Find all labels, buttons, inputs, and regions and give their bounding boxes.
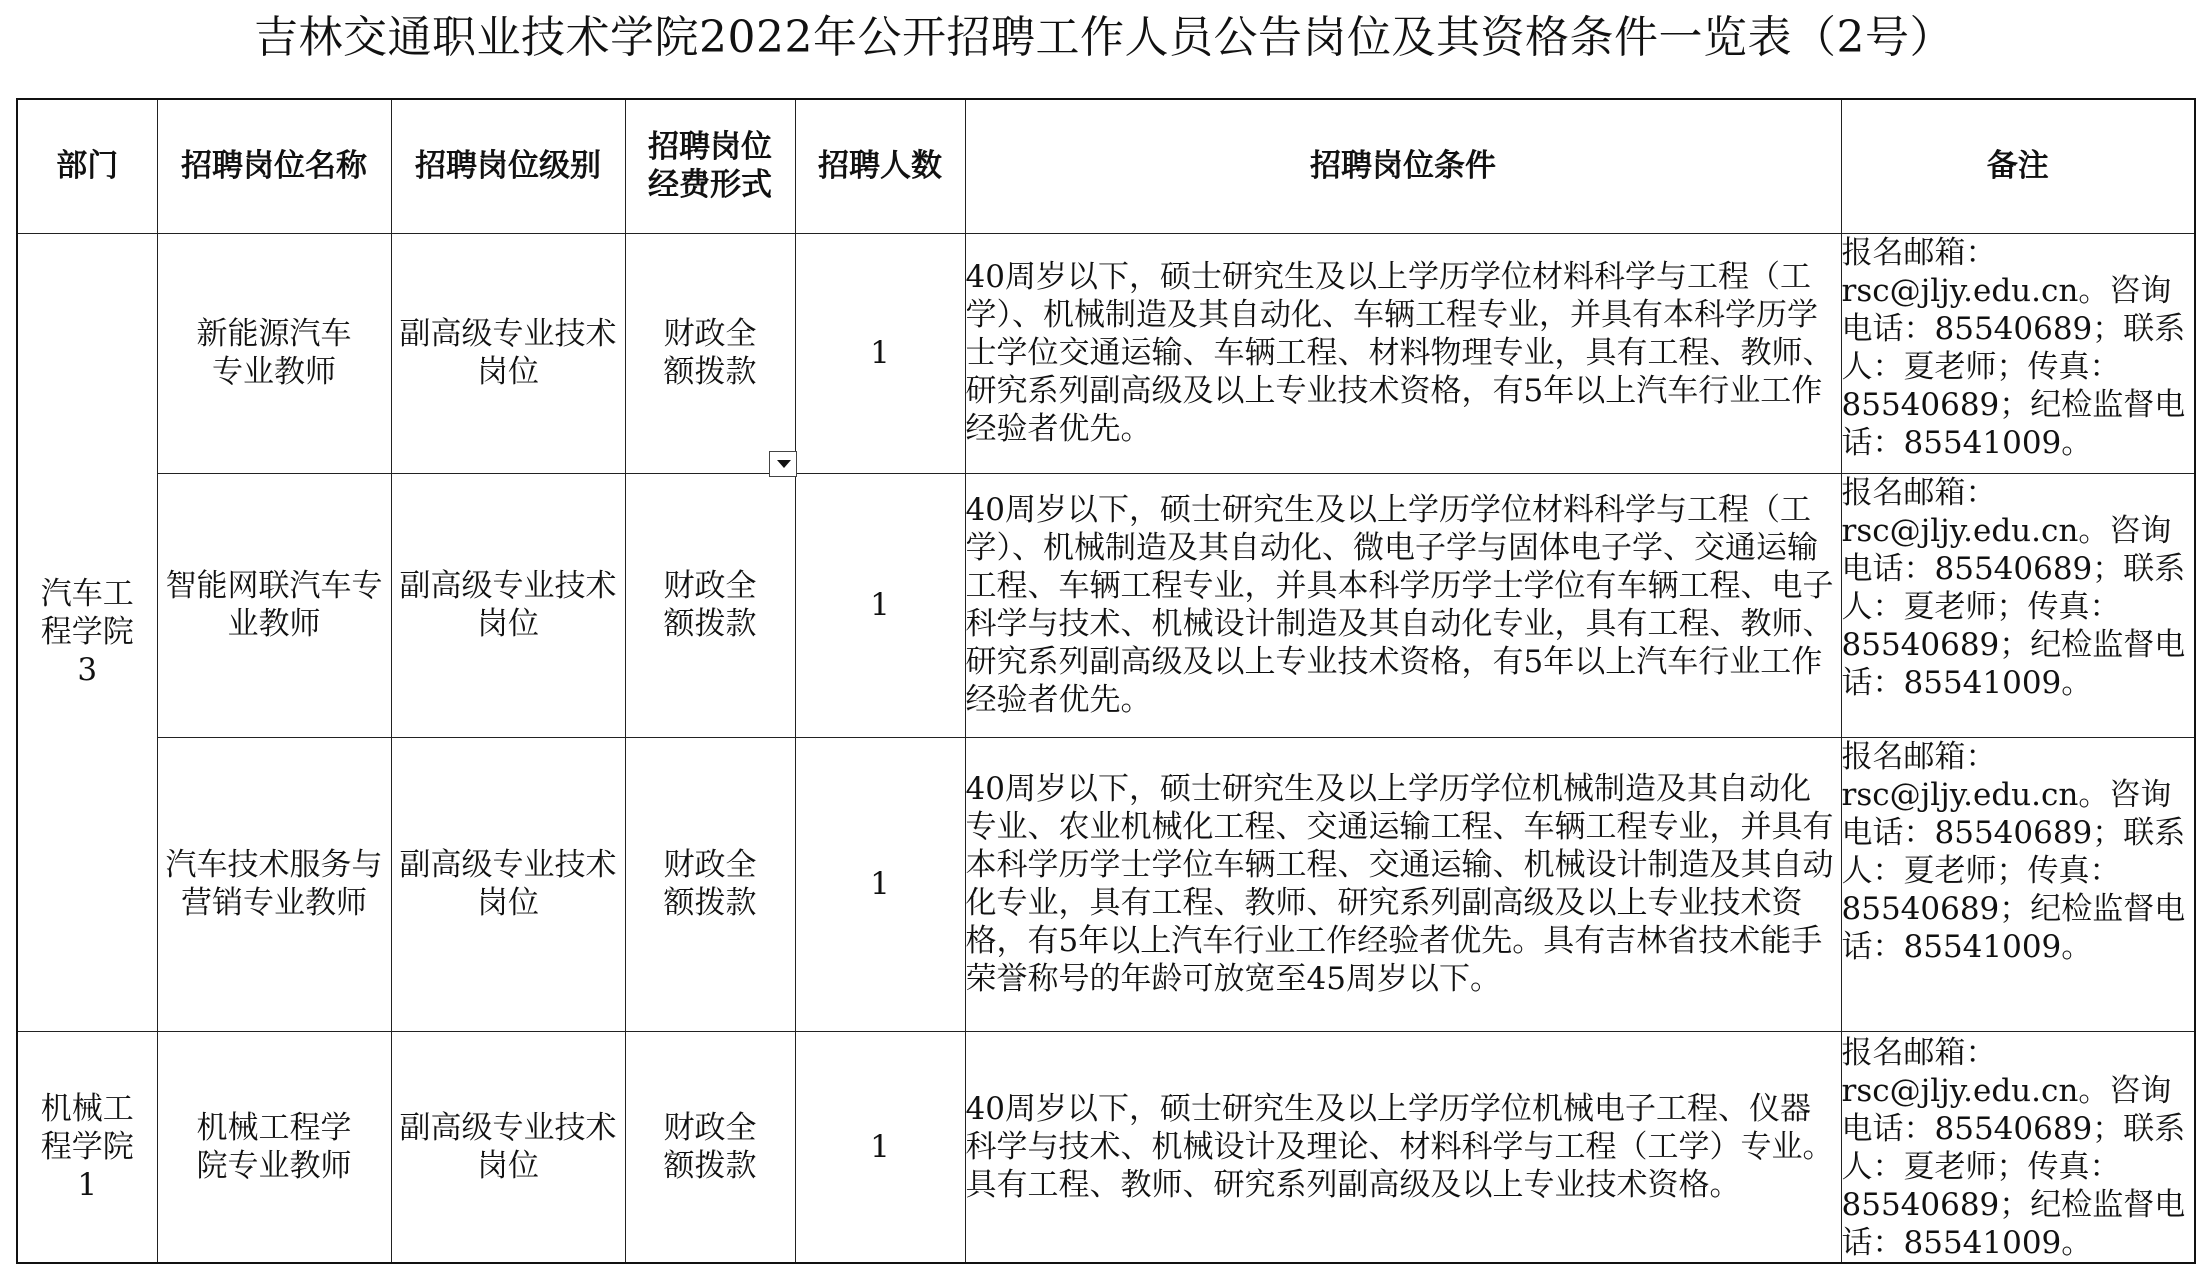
position-level-cell: 副高级专业技术岗位 — [391, 233, 625, 473]
count-cell: 1 — [795, 737, 965, 1031]
count-cell: 1 — [795, 1031, 965, 1263]
header-name: 招聘岗位名称 — [157, 99, 391, 233]
position-name-cell: 智能网联汽车专业教师 — [157, 473, 391, 737]
header-dept: 部门 — [17, 99, 157, 233]
conditions-cell: 40周岁以下，硕士研究生及以上学历学位机械制造及其自动化专业、农业机械化工程、交通运输工程、车辆工程专业，并具有本科学历学士学位车辆工程、交通运输、机械设计制造及其自动化专业，具有工程、教师、研究系列副高级及以上专业技术资格，有5年以上汽车行业工作经验者优先。具有吉林省技术能手荣誉称号的年龄可放宽至45周岁以下。 — [965, 737, 1841, 1031]
department-cell: 汽车工程学院3 — [17, 233, 157, 1031]
position-name-cell: 新能源汽车专业教师 — [157, 233, 391, 473]
table-row — [17, 233, 2195, 473]
position-name-cell: 汽车技术服务与营销专业教师 — [157, 737, 391, 1031]
table-row — [17, 473, 2195, 737]
header-remarks: 备注 — [1841, 99, 2195, 233]
position-level-cell: 副高级专业技术岗位 — [391, 737, 625, 1031]
dropdown-arrow-icon[interactable] — [769, 451, 797, 477]
remarks-cell: 报名邮箱：rsc@jljy.edu.cn。咨询电话：85540689；联系人：夏老师；传真：85540689；纪检监督电话：85541009。 — [1841, 473, 2195, 737]
header-count: 招聘人数 — [795, 99, 965, 233]
position-level-cell: 副高级专业技术岗位 — [391, 1031, 625, 1263]
position-level-cell: 副高级专业技术岗位 — [391, 473, 625, 737]
funding-cell: 财政全额拨款 — [625, 737, 795, 1031]
position-name-cell: 机械工程学院专业教师 — [157, 1031, 391, 1263]
header-funding: 招聘岗位经费形式 — [625, 99, 795, 233]
conditions-cell: 40周岁以下，硕士研究生及以上学历学位材料科学与工程（工学）、机械制造及其自动化、微电子学与固体电子学、交通运输工程、车辆工程专业，并具本科学历学士学位有车辆工程、电子科学与技术、机械设计制造及其自动化专业，具有工程、教师、研究系列副高级及以上专业技术资格，有5年以上汽车行业工作经验者优先。 — [965, 473, 1841, 737]
remarks-cell: 报名邮箱：rsc@jljy.edu.cn。咨询电话：85540689；联系人：夏老师；传真：85540689；纪检监督电话：85541009。 — [1841, 737, 2195, 1031]
table-row — [17, 1031, 2195, 1263]
funding-cell: 财政全额拨款 — [625, 1031, 795, 1263]
funding-cell: 财政全额拨款 — [625, 473, 795, 737]
count-cell: 1 — [795, 473, 965, 737]
count-cell: 1 — [795, 233, 965, 473]
header-conditions: 招聘岗位条件 — [965, 99, 1841, 233]
conditions-cell: 40周岁以下，硕士研究生及以上学历学位机械电子工程、仪器科学与技术、机械设计及理论、材料科学与工程（工学）专业。具有工程、教师、研究系列副高级及以上专业技术资格。 — [965, 1031, 1841, 1263]
table-row — [17, 737, 2195, 1031]
department-cell: 机械工程学院1 — [17, 1031, 157, 1263]
remarks-cell: 报名邮箱：rsc@jljy.edu.cn。咨询电话：85540689；联系人：夏老师；传真：85540689；纪检监督电话：85541009。 — [1841, 233, 2195, 473]
header-row — [17, 99, 2195, 233]
funding-cell: 财政全额拨款 — [625, 233, 795, 473]
page-title: 吉林交通职业技术学院2022年公开招聘工作人员公告岗位及其资格条件一览表（2号） — [254, 12, 1954, 63]
remarks-cell: 报名邮箱：rsc@jljy.edu.cn。咨询电话：85540689；联系人：夏老师；传真：85540689；纪检监督电话：85541009。 — [1841, 1031, 2195, 1263]
positions-table — [16, 98, 2196, 1264]
conditions-cell: 40周岁以下，硕士研究生及以上学历学位材料科学与工程（工学）、机械制造及其自动化、车辆工程专业，并具有本科学历学士学位交通运输、车辆工程、材料物理专业，具有工程、教师、研究系列副高级及以上专业技术资格，有5年以上汽车行业工作经验者优先。 — [965, 233, 1841, 473]
header-level: 招聘岗位级别 — [391, 99, 625, 233]
